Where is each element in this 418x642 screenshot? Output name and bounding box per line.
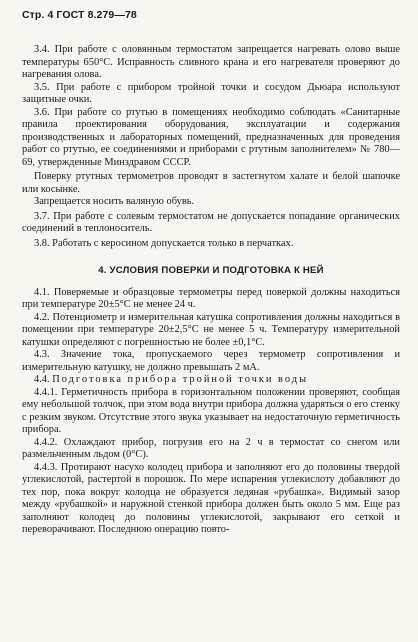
section-heading-4: 4. УСЛОВИЯ ПОВЕРКИ И ПОДГОТОВКА К НЕЙ [98, 265, 324, 276]
paragraph-3-5: 3.5. При работе с прибором тройной точки и сосудом Дьюара используют защитные очки. [22, 81, 400, 105]
paragraph-4-4-2: 4.4.2. Охлаждают прибор, погрузив его на 2 ч в термостат со снегом или размельченным льдом (0°С). [22, 436, 400, 460]
paragraph-3-4: 3.4. При работе с оловянным термостатом запрещается нагревать олово выше температуры 650°С. Исправность сливного крана и его нагревателя проверяют до нагревания олова. [22, 44, 400, 80]
subheading-number: 4.4. [34, 374, 50, 385]
paragraph-4-1: 4.1. Поверяемые и образцовые термометры перед поверкой должны находиться при температуре 20±5°С не менее 24 ч. [22, 286, 400, 310]
paragraph-3-8: 3.8. Работать с керосином допускается только в перчатках. [34, 237, 294, 249]
paragraph-4-4-3: 4.4.3. Протирают насухо колодец прибора и заполняют его до половины твердой углекислотой, растертой в порошок. По мере испарения углекислоту добавляют до тех пор, пока вокруг колодца не образуется ледяная «рубашка». Видимый зазор между «рубашкой» и наружной стенкой прибора должен быть около 5 мм. Еще раз заполняют колодец до половины углекислотой, закрывают его сеткой и переворачивают. Последнюю операцию повто- [22, 461, 400, 535]
paragraph-3-6: 3.6. При работе со ртутью в помещениях необходимо соблюдать «Санитарные правила проектирования оборудования, эксплуатации и содержания производственных и лабораторных помещений, предназначенных для проведения работ со ртутью, ее соединениями и приборами с ртутным заполнителем» № 780—69, утвержденные Минздравом СССР. [22, 106, 400, 168]
paragraph-felt-shoes: Запрещается носить валяную обувь. [34, 196, 195, 207]
paragraph-3-7: 3.7. При работе с солевым термостатом не допускается попадание органических соединений в теплоноситель. [22, 210, 400, 234]
page-header: Стр. 4 ГОСТ 8.279—78 [22, 9, 137, 21]
paragraph-4-2: 4.2. Потенциометр и измерительная катушка сопротивления должны находиться в помещении при температуре 20±2,5°С не менее 5 ч. Температуру измерительной катушки определяют с погрешностью не более ±0,1°С. [22, 311, 400, 348]
paragraph-mercury-clothing: Поверку ртутных термометров проводят в застегнутом халате и белой шапочке или косынке. [22, 171, 400, 195]
subheading-title: Подготовка прибора тройной точки воды [52, 374, 309, 385]
subheading-4-4 [22, 374, 400, 387]
paragraph-4-3: 4.3. Значение тока, пропускаемого через термометр сопротивления и измерительную катушку, не должно превышать 2 мА. [22, 349, 400, 373]
paragraph-4-4-1: 4.4.1. Герметичность прибора в горизонтальном положении проверяют, сообщая ему небольшой толчок, при этом вода внутри прибора должна ударяться о его стенку с резким звуком. Отсутствие этого звука указывает на недостаточную герметичность прибора. [22, 386, 400, 435]
document-body [22, 44, 400, 537]
